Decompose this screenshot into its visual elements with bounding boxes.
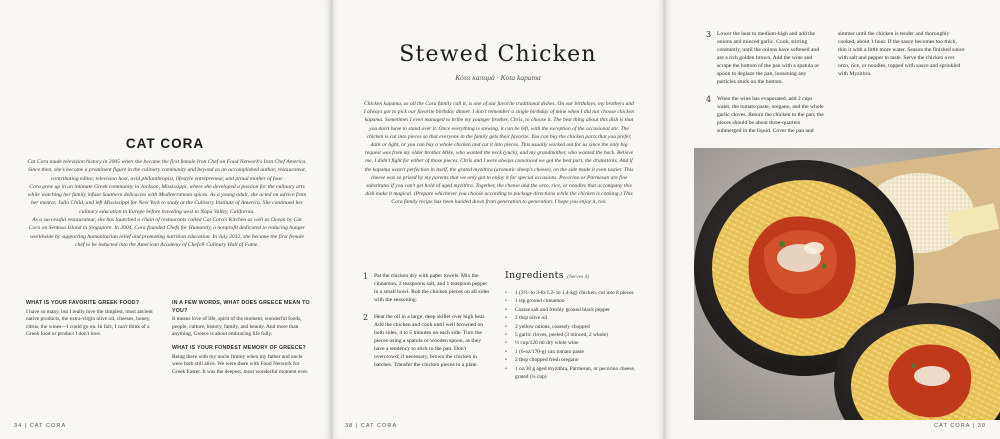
stewed-chicken-illustration (694, 148, 1000, 420)
qa-column-right (172, 300, 310, 382)
ingredient-item: • 1 (6-oz/170-g) can tomato paste (505, 348, 584, 355)
method-step (706, 95, 826, 135)
ingredient-item: • 1 tsp ground cinnamon (505, 298, 565, 305)
page-folio: 34 | CAT CORA (14, 423, 67, 429)
ingredient-item: • 1 (2½- to 3-lb/1.2- to 1.4-kg) chicken, cut into 8 pieces (505, 290, 634, 296)
step-text: Heat the oil in a large, deep skillet over high heat. Add the chicken and cook until well browned on both sides, 4 to 5 minutes on each side. Turn the pieces using a spatula or wooden spoon, as they have a tendency to stick to the pan. Don't overcrowd; if necessary, brown the chicken in batches. Transfer the chicken pieces to a plate. (374, 314, 486, 368)
ingredients-block (505, 270, 645, 381)
ingredients-list (505, 289, 645, 381)
step-text: When the wine has evaporated, add 2 cups water, the tomato paste, oregano, and the whole garlic cloves. Return the chicken to the pan; the pieces should be about three-quarters submerged in the liquid. Cover the pan and (717, 96, 824, 134)
recipe-intro: Chicken kapama, as all the Cora family call it, is one of our favorite traditional dishes. On our birthdays, my brothers and I always got to pick our favorite birthday dinner. I don't remember a single birthday of mine when I did not choose chicken kapama. Sometimes I even managed to bribe my younger brother, Chris, to choose it. The best thing about this dish is that you don't have to stand over it. Once everything is stewing, it can be left, with the exception of the occasional stir. The chicken is cut into pieces so that everyone in the family gets their favorite. You can buy the chicken parts that you prefer, dark or light, or you can buy a whole chicken and cut it into pieces. This usually worked out for us since the only big request was from my older brother Mike, who wanted the neck (yuck), and my grandmother, who wanted the back. Believe me, I didn't fight for either of those pieces. Chris and I were always convinced we got the best part, the drumsticks. And if the kapama wasn't perfection in itself, the grated myzithra (aromatic sheep's cheese), on the side made it even tastier. This cheese was so prized by my parents that we only got to enjoy it for special occasions. Pecorino or Parmesan are fine substitutes if you can't get hold of aged myzithra. Together, the cheese and the orzo, rice, or noodles that accompany this dish make it magical. (Prepare whichever you choose according to package directions while the chicken is cooking.) This Cora family recipe has been handed down from generation to generation. I hope you enjoy it, too. (363, 101, 635, 206)
page-folio: CAT CORA | 39 (934, 423, 986, 429)
author-title: CAT CORA (125, 136, 205, 151)
bio-paragraph: Cat Cora made television history in 2005 when she became the first female Iron Chef on Food Network's Iron Chef America. Since then, she's become a prominent figure in the culinary community and beyond as an accomplished author, restaurateur, contributing editor, television host, avid philanthropist, lifestyle entrepreneur, and proud mother of four. (27, 159, 307, 182)
dish-photo (694, 148, 1000, 420)
qa-question: WHAT IS YOUR FAVORITE GREEK FOOD? (26, 300, 140, 306)
method-steps-continued (706, 30, 826, 144)
right-page (666, 0, 1000, 439)
qa-question: WHAT IS YOUR FONDEST MEMORY OF GREECE? (172, 344, 306, 351)
step-number: 1 (363, 272, 369, 281)
method-step (363, 272, 491, 304)
ingredient-item: • 2 tbsp olive oil (505, 315, 548, 322)
ingredient-item: • 5 garlic cloves, peeled (3 minced, 2 whole) (505, 332, 608, 339)
qa-answer: It means love of life, spirit of the moment, wonderful foods, people, culture, history, family, and beauty. And more than anything, Greece is about embracing life fully. (172, 316, 302, 338)
step-text: Pat the chicken dry with paper towels. Mix the cinnamon, 2 teaspoons salt, and 1 teaspoon pepper in a small bowl. Rub the chicken pieces on all sides with the seasoning. (374, 273, 490, 303)
step-text: simmer until the chicken is tender and thoroughly cooked, about 1 hour. If the sauce becomes too thick, thin it with a little more water. Season the finished sauce with salt and pepper to taste. Serve the chicken over orzo, rice, or noodles, topped with sauce and sprinkled with Myzithra. (838, 31, 965, 77)
ingredients-heading (505, 270, 645, 281)
method-steps (363, 272, 491, 378)
step-number: 3 (706, 30, 712, 39)
qa-answer: I have so many, but I really love the simplest, most ancient native products, the extra-virgin olive oil, cheeses, honey, citrus, the wines—I could go on. In fact, I can't think of a Greek food or product I don't love. (26, 308, 153, 338)
ingredient-item: • 2 yellow onions, coarsely chopped (505, 323, 590, 330)
qa-column-left (26, 300, 162, 345)
ingredient-item: • Coarse salt and freshly ground black pepper (505, 306, 610, 313)
bio-paragraph: Cora grew up in an intimate Greek community in Jackson, Mississippi, where she developed a passion for the culinary arts while watching her family infuse Southern delicacies with Mediterranean spices. As a young adult, she acted on advice from her mentor, Julia Child, and left Mississippi for New York to study at the Culinary Institute of America. She continued her culinary education in Europe before traveling west to Napa Valley, California. (27, 183, 307, 215)
method-step-continuation (838, 30, 966, 78)
method-step (363, 313, 491, 369)
ingredient-item: • 2 tbsp chopped fresh oregano (505, 357, 579, 364)
step-number: 4 (706, 95, 712, 104)
bio-paragraph: As a successful restaurateur, she has launched a chain of restaurants called Cat Cora's Kitchen as well as Ocean by Cat Cora on Sentosa Island in Singapore. In 2004, Cora founded Chefs for Humanity, a nonprofit dedicated to reducing hunger worldwide by supporting humanitarian relief and promoting nutrition education. In July 2012, she became the first female chef to be inducted into the American Academy of Chefs® Culinary Hall of Fame. (28, 217, 306, 248)
recipe-title: Stewed Chicken (399, 42, 597, 67)
recipe-subtitle: Κότα κaπαμά · Kota kapama (455, 73, 541, 82)
step-number: 2 (363, 313, 369, 322)
ingredient-item: • ½ cup/120 ml dry white wine (505, 340, 579, 347)
left-page (0, 0, 330, 439)
qa-answer: Being there with my uncle Jimmy when my father and uncle were both still alive. We were there with Food Network for Greek Easter. It was the deepest, most wonderful moment ever. (172, 353, 309, 375)
ingredients-title: Ingredients (505, 270, 564, 281)
ingredient-item: • 1 oz/30 g aged myzithra, Parmesan, or pecorino cheese, grated (¼ cup) (505, 365, 636, 381)
author-bio (26, 158, 308, 249)
ingredients-serves: (Serves 4) (567, 274, 589, 280)
middle-page (333, 0, 663, 439)
step-text: Lower the heat to medium-high and add the onions and minced garlic. Cook, stirring constantly, until the onions have softened and are a rich golden brown. Add the wine and scrape the bottom of the pan with a spatula or spoon to deglaze the pan, loosening any particles stuck on the bottom. (717, 31, 820, 85)
qa-question: IN A FEW WORDS, WHAT DOES GREECE MEAN TO YOU? (172, 300, 310, 314)
method-step (706, 30, 826, 86)
page-folio: 38 | CAT CORA (345, 423, 398, 429)
